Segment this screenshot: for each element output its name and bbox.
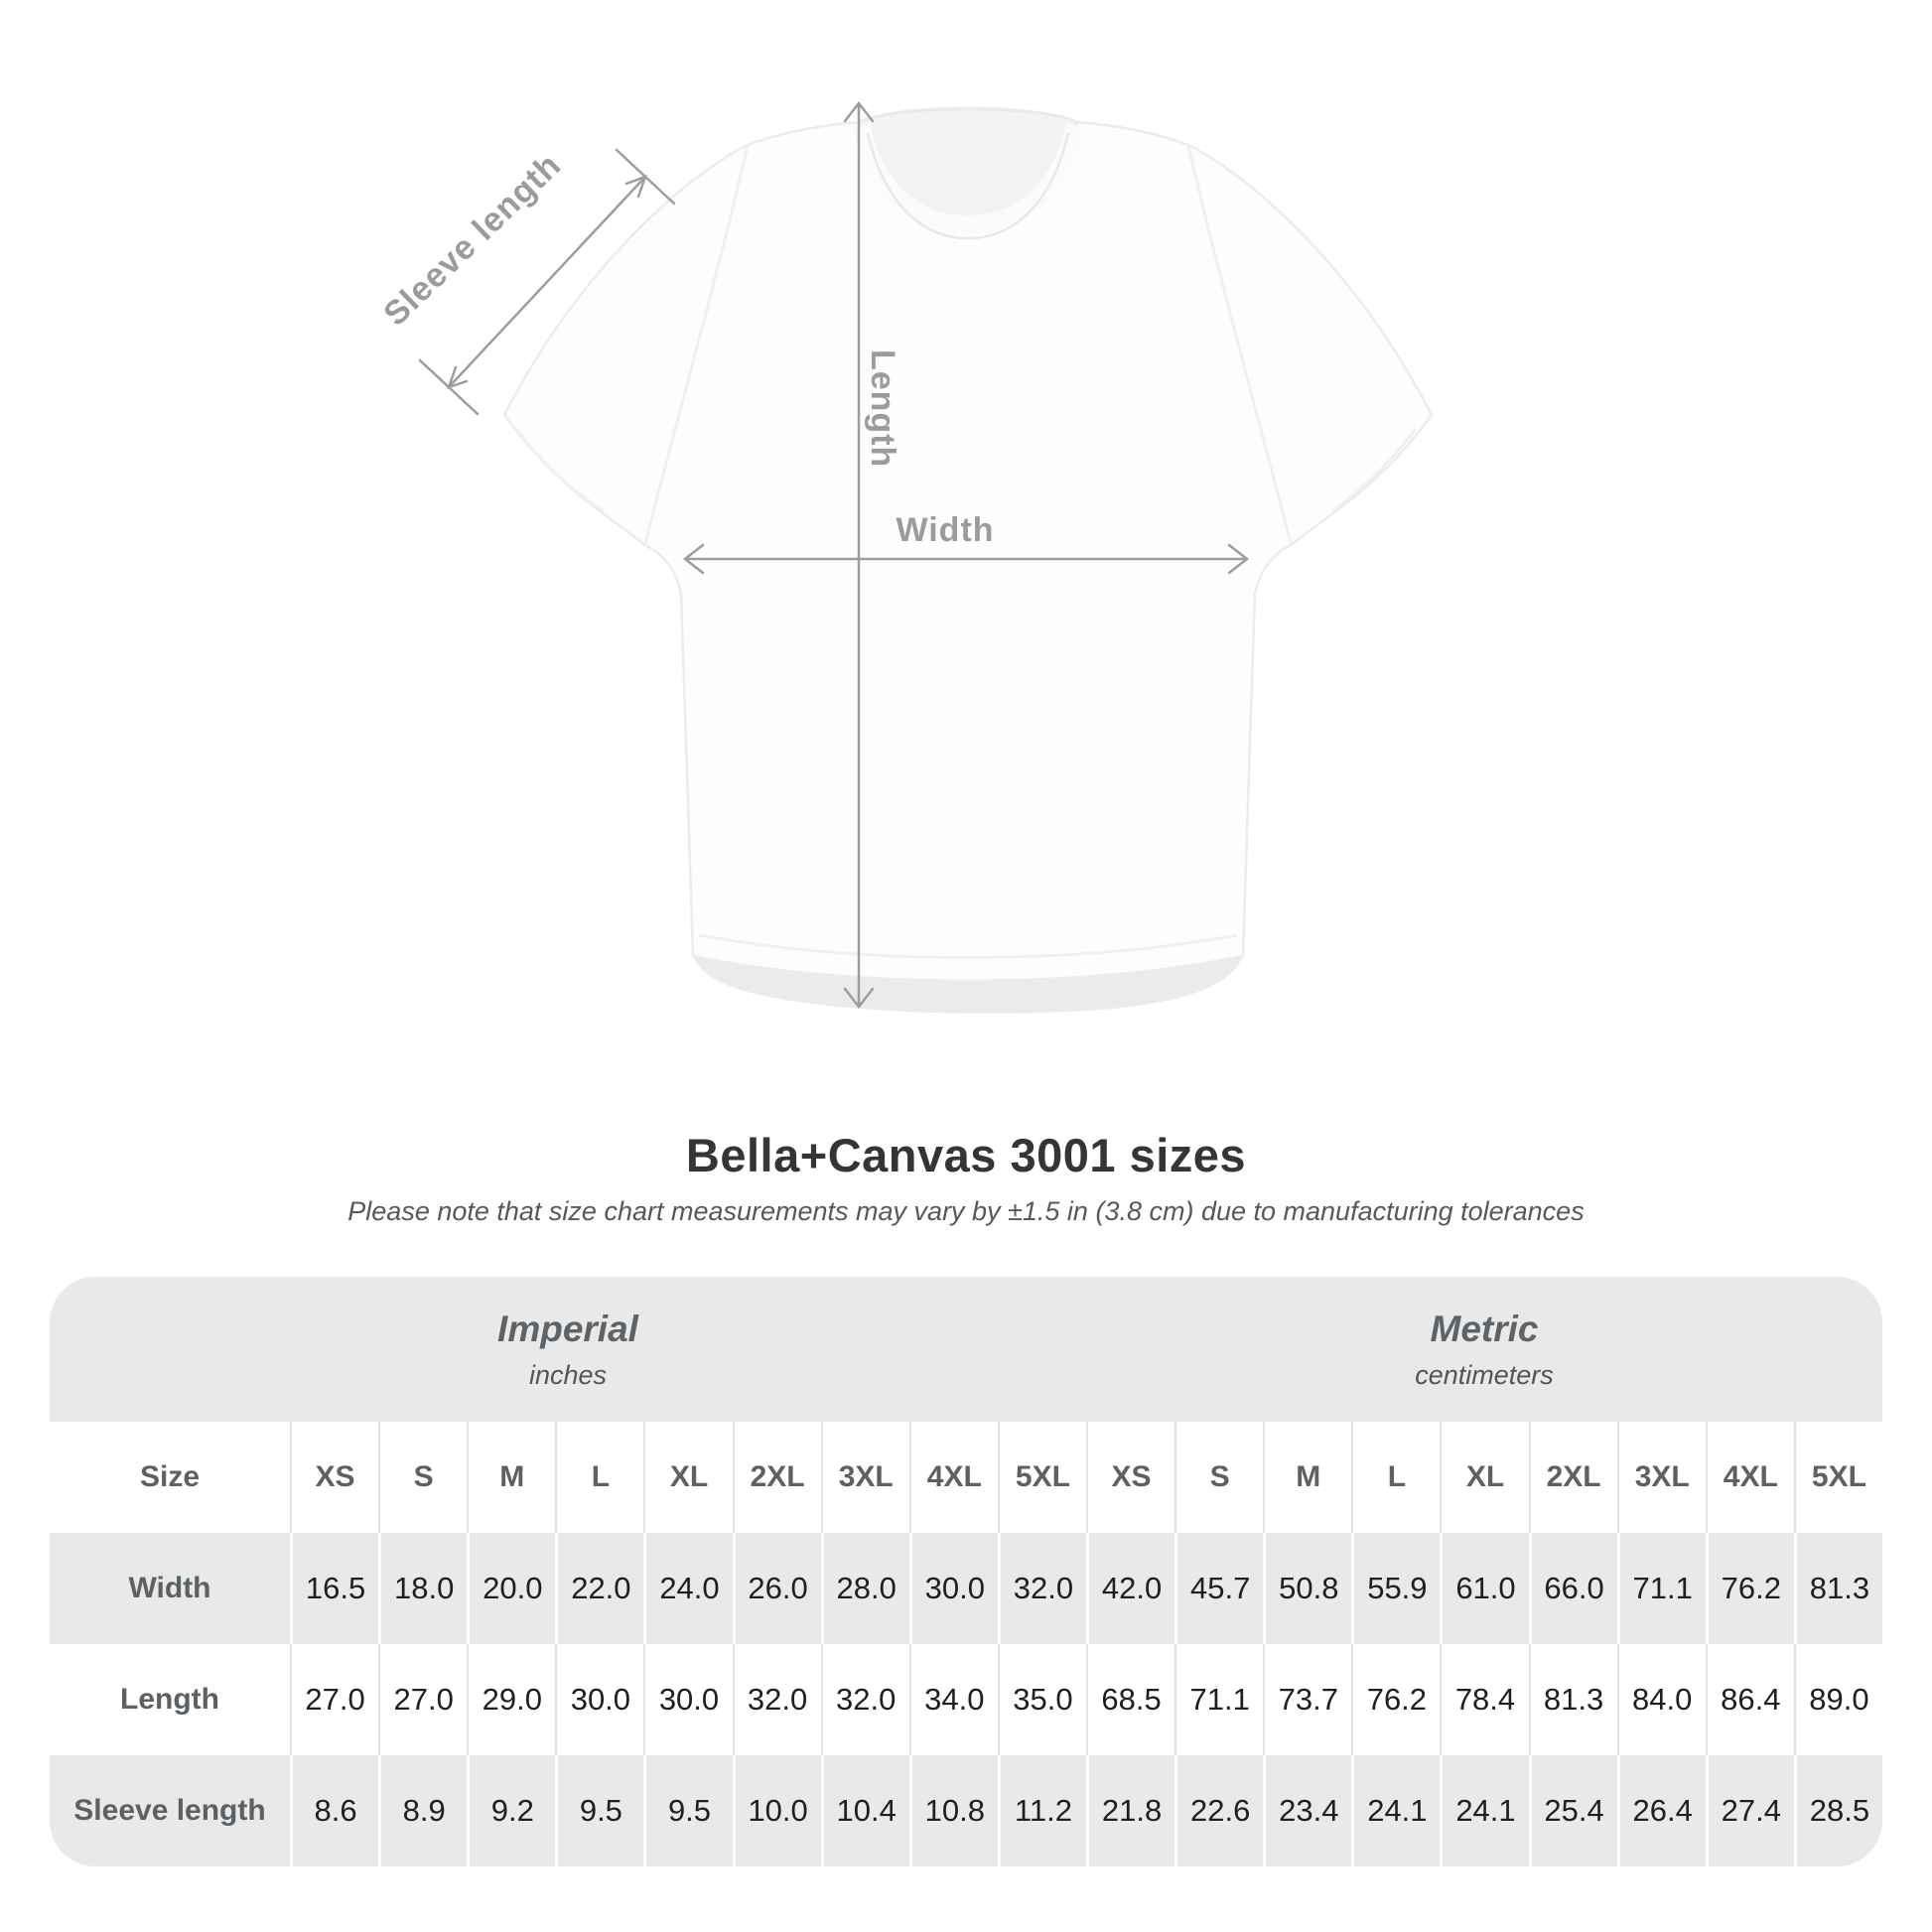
value-cell: 30.0 (555, 1644, 643, 1755)
value-cell: 21.8 (1086, 1755, 1174, 1866)
value-cell: 42.0 (1086, 1533, 1174, 1644)
table-row (50, 1644, 1882, 1755)
value-cell: 89.0 (1794, 1644, 1882, 1755)
size-col-header: Size (139, 1460, 201, 1493)
size-header-cell: S (1174, 1422, 1263, 1533)
value-cell: 8.6 (290, 1755, 378, 1866)
size-header-cell: L (1351, 1422, 1440, 1533)
size-header-cell: XS (1086, 1422, 1174, 1533)
size-header-cell: 5XL (1794, 1422, 1882, 1533)
value-cell: 32.0 (998, 1533, 1086, 1644)
value-cell: 45.7 (1174, 1533, 1263, 1644)
value-cell: 78.4 (1440, 1644, 1528, 1755)
value-cell: 10.0 (733, 1755, 821, 1866)
value-cell: 81.3 (1794, 1533, 1882, 1644)
value-cell: 27.4 (1706, 1755, 1794, 1866)
value-cell: 9.5 (555, 1755, 643, 1866)
value-cell: 9.2 (467, 1755, 555, 1866)
row-label: Width (128, 1572, 211, 1604)
value-cell: 50.8 (1263, 1533, 1351, 1644)
size-header-cell: 5XL (998, 1422, 1086, 1533)
value-cell: 30.0 (643, 1644, 732, 1755)
value-cell: 71.1 (1617, 1533, 1706, 1644)
value-cell: 27.0 (290, 1644, 378, 1755)
row-label: Sleeve length (73, 1794, 266, 1827)
value-cell: 25.4 (1529, 1755, 1617, 1866)
value-cell: 18.0 (378, 1533, 467, 1644)
value-cell: 30.0 (909, 1533, 998, 1644)
metric-label: Metric (1430, 1308, 1539, 1349)
value-cell: 26.4 (1617, 1755, 1706, 1866)
value-cell: 29.0 (467, 1644, 555, 1755)
width-label: Width (896, 511, 995, 549)
value-cell: 76.2 (1706, 1533, 1794, 1644)
table-header-row (50, 1277, 1882, 1422)
value-cell: 16.5 (290, 1533, 378, 1644)
imperial-label: Imperial (497, 1308, 638, 1349)
value-cell: 8.9 (378, 1755, 467, 1866)
value-cell: 66.0 (1529, 1533, 1617, 1644)
size-header-cell: S (378, 1422, 467, 1533)
size-header-cell: 3XL (821, 1422, 909, 1533)
imperial-unit: inches (528, 1359, 608, 1390)
value-cell: 84.0 (1617, 1644, 1706, 1755)
value-cell: 26.0 (733, 1533, 821, 1644)
value-cell: 68.5 (1086, 1644, 1174, 1755)
table-row (50, 1755, 1882, 1866)
value-cell: 23.4 (1263, 1755, 1351, 1866)
size-header-cell: 4XL (909, 1422, 998, 1533)
sleeve-length-label: Sleeve length (376, 146, 569, 334)
table-row (50, 1533, 1882, 1644)
length-label: Length (864, 349, 901, 469)
value-cell: 32.0 (733, 1644, 821, 1755)
value-cell: 10.4 (821, 1755, 909, 1866)
value-cell: 24.0 (643, 1533, 732, 1644)
size-header-cell: 4XL (1706, 1422, 1794, 1533)
metric-group-header (1086, 1277, 1882, 1422)
page-subtitle: Please note that size chart measurements may vary by ±1.5 in (3.8 cm) due to manufacturing tolerances (347, 1196, 1585, 1226)
value-cell: 11.2 (998, 1755, 1086, 1866)
imperial-group-header (50, 1277, 1086, 1422)
value-cell: 55.9 (1351, 1533, 1440, 1644)
value-cell: 9.5 (643, 1755, 732, 1866)
size-header-row (50, 1422, 1882, 1533)
value-cell: 20.0 (467, 1533, 555, 1644)
value-cell: 32.0 (821, 1644, 909, 1755)
page-title: Bella+Canvas 3001 sizes (685, 1129, 1247, 1181)
size-header-cell: XL (1440, 1422, 1528, 1533)
value-cell: 27.0 (378, 1644, 467, 1755)
value-cell: 24.1 (1351, 1755, 1440, 1866)
size-header-cell: 2XL (1529, 1422, 1617, 1533)
value-cell: 86.4 (1706, 1644, 1794, 1755)
metric-unit: centimeters (1415, 1359, 1554, 1390)
value-cell: 28.0 (821, 1533, 909, 1644)
row-label: Length (120, 1683, 219, 1716)
size-header-cell: 2XL (733, 1422, 821, 1533)
value-cell: 28.5 (1794, 1755, 1882, 1866)
value-cell: 81.3 (1529, 1644, 1617, 1755)
size-chart-table (50, 1277, 1882, 1866)
size-header-cell: XS (290, 1422, 378, 1533)
size-header-cell: XL (643, 1422, 732, 1533)
value-cell: 35.0 (998, 1644, 1086, 1755)
value-cell: 22.6 (1174, 1755, 1263, 1866)
size-header-cell: M (1263, 1422, 1351, 1533)
size-header-cell: 3XL (1617, 1422, 1706, 1533)
value-cell: 34.0 (909, 1644, 998, 1755)
value-cell: 10.8 (909, 1755, 998, 1866)
value-cell: 71.1 (1174, 1644, 1263, 1755)
size-header-cell: L (555, 1422, 643, 1533)
value-cell: 73.7 (1263, 1644, 1351, 1755)
size-header-cell: M (467, 1422, 555, 1533)
value-cell: 61.0 (1440, 1533, 1528, 1644)
value-cell: 22.0 (555, 1533, 643, 1644)
value-cell: 76.2 (1351, 1644, 1440, 1755)
value-cell: 24.1 (1440, 1755, 1528, 1866)
